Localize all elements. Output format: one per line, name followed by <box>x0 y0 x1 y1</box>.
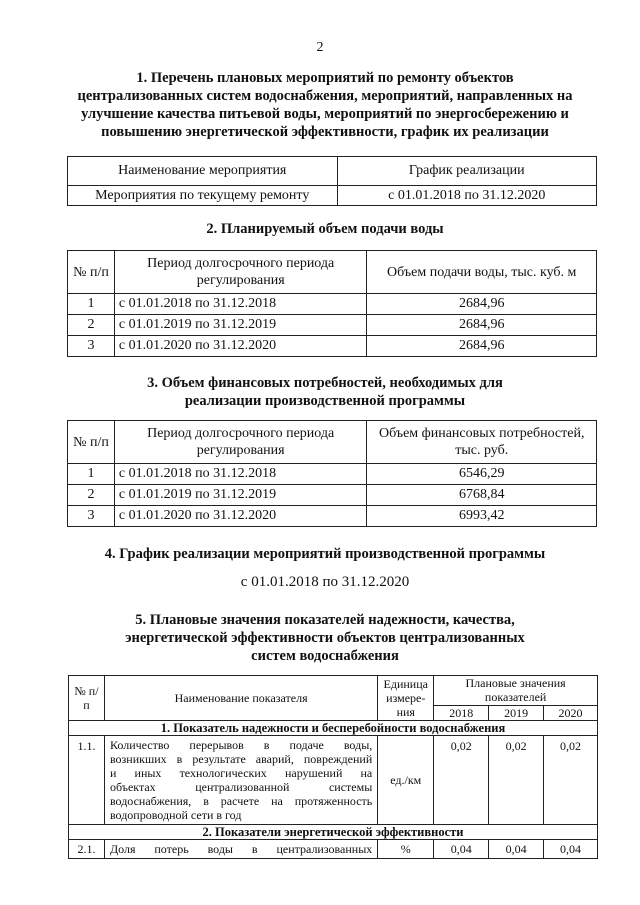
table-header-row <box>68 421 597 464</box>
table-cell: с 01.01.2020 по 31.12.2020 <box>114 336 367 357</box>
unit-cell: % <box>378 840 434 859</box>
table-cell: 2684,96 <box>367 336 597 357</box>
header-cell: № п/п <box>68 251 115 294</box>
value-cell: 0,04 <box>434 840 489 859</box>
table-row <box>68 186 597 206</box>
table-cell: с 01.01.2019 по 31.12.2019 <box>114 315 367 336</box>
section3-title <box>40 374 610 410</box>
header-cell: Наименование мероприятия <box>68 157 338 186</box>
indicators-table <box>68 675 598 859</box>
section1-title-line: улучшение качества питьевой воды, мероприятий по энергосбережению и <box>81 106 569 122</box>
indicator-name: Доля потерь воды в централизованных <box>104 840 377 859</box>
indicator-name-line: возникших в результате аварий, повреждений <box>109 752 373 766</box>
table-group-row <box>69 721 598 736</box>
table-cell: с 01.01.2018 по 31.12.2018 <box>114 464 367 485</box>
table-row <box>68 485 597 506</box>
table-cell: 6768,84 <box>367 485 597 506</box>
table-cell: 2 <box>68 485 115 506</box>
value-cell: 0,02 <box>544 736 598 825</box>
table-header-row <box>69 676 598 706</box>
header-cell: Объем финансовых потребностей, тыс. руб. <box>367 421 597 464</box>
header-cell-year: 2020 <box>544 705 598 720</box>
table-cell: 6546,29 <box>367 464 597 485</box>
header-cell-year: 2018 <box>434 705 489 720</box>
header-cell: Период долгосрочного периода регулирования <box>114 251 367 294</box>
header-cell: Объем подачи воды, тыс. куб. м <box>367 251 597 294</box>
table-cell: 3 <box>68 336 115 357</box>
table-cell: с 01.01.2019 по 31.12.2019 <box>114 485 367 506</box>
page-number: 2 <box>316 40 324 55</box>
table-cell: Мероприятия по текущему ремонту <box>68 186 338 206</box>
table-cell: 2 <box>68 315 115 336</box>
section5-title-line: систем водоснабжения <box>251 648 399 664</box>
group-title: 1. Показатель надежности и бесперебойности водоснабжения <box>69 721 598 736</box>
section5-title-line: энергетической эффективности объектов централизованных <box>125 630 525 646</box>
value-cell: 0,04 <box>544 840 598 859</box>
table-cell: 1 <box>68 464 115 485</box>
header-cell-year: 2019 <box>489 705 544 720</box>
value-cell: 0,02 <box>489 736 544 825</box>
header-cell: График реализации <box>337 157 597 186</box>
water-supply-table <box>67 250 597 357</box>
table-header-row <box>68 157 597 186</box>
table-row <box>68 315 597 336</box>
section2-title: 2. Планируемый объем подачи воды <box>206 221 444 237</box>
section1-title-line: повышению энергетической эффективности, график их реализации <box>101 124 549 140</box>
activities-table <box>67 156 597 206</box>
table-cell: с 01.01.2018 по 31.12.2018 <box>114 294 367 315</box>
section4-period: с 01.01.2018 по 31.12.2020 <box>240 574 410 590</box>
table-cell: с 01.01.2018 по 31.12.2020 <box>337 186 597 206</box>
group-title: 2. Показатели энергетической эффективности <box>69 825 598 840</box>
section5-title-line: 5. Плановые значения показателей надежности, качества, <box>135 612 515 628</box>
header-cell-indicator-name: Наименование показателя <box>104 676 377 721</box>
table-row <box>68 294 597 315</box>
table-row <box>68 506 597 527</box>
indicator-name-line: водоснабжения, в расчете на протяженность <box>109 794 373 808</box>
indicator-name-line: Количество перерывов в подаче воды, <box>109 738 373 752</box>
table-row <box>69 736 598 825</box>
table-cell: 6993,42 <box>367 506 597 527</box>
indicator-name <box>104 736 377 825</box>
section3-title-line: 3. Объем финансовых потребностей, необходимых для <box>147 375 503 391</box>
value-cell: 0,04 <box>489 840 544 859</box>
section4-title: 4. График реализации мероприятий производственной программы <box>104 546 546 562</box>
header-cell-number: № п/п <box>69 676 105 721</box>
table-row <box>68 464 597 485</box>
header-cell: № п/п <box>68 421 115 464</box>
header-cell-unit: Единица измере-ния <box>378 676 434 721</box>
table-header-row <box>68 251 597 294</box>
section3-title-line: реализации производственной программы <box>184 393 466 409</box>
indicator-name-line: водопроводной сети в год <box>109 808 242 822</box>
indicator-name-line: объектах централизованной системы <box>109 780 373 794</box>
section1-title-line: централизованных систем водоснабжения, мероприятий, направленных на <box>77 88 573 104</box>
table-cell: с 01.01.2020 по 31.12.2020 <box>114 506 367 527</box>
section1-title <box>40 69 610 141</box>
table-row <box>68 336 597 357</box>
table-row <box>69 840 598 859</box>
table-cell: 2684,96 <box>367 315 597 336</box>
table-cell: 2684,96 <box>367 294 597 315</box>
header-cell: Период долгосрочного периода регулирования <box>114 421 367 464</box>
table-cell: 1 <box>68 294 115 315</box>
header-cell-plan: Плановые значения показателей <box>434 676 598 706</box>
section5-title <box>40 611 610 665</box>
table-cell: 3 <box>68 506 115 527</box>
row-number: 2.1. <box>69 840 105 859</box>
value-cell: 0,02 <box>434 736 489 825</box>
indicator-name-line: и иных технологических нарушений на <box>109 766 373 780</box>
table-group-row <box>69 825 598 840</box>
section1-title-line: 1. Перечень плановых мероприятий по ремонту объектов <box>136 70 514 86</box>
unit-cell: ед./км <box>378 736 434 825</box>
row-number: 1.1. <box>69 736 105 825</box>
financial-needs-table <box>67 420 597 527</box>
